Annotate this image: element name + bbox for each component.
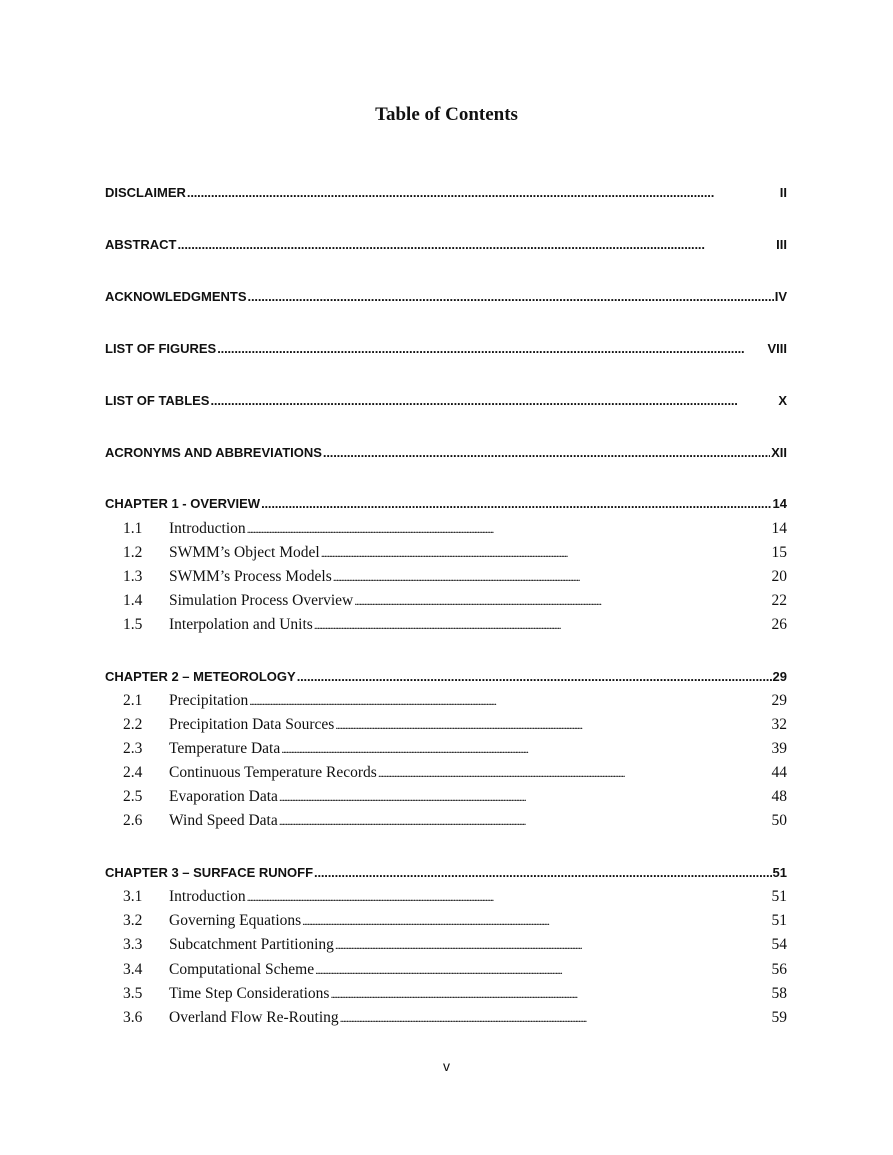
dot-leader (335, 716, 770, 734)
toc-entry-abstract[interactable] (105, 237, 787, 252)
toc-section-label: Time Step Considerations (169, 985, 330, 1002)
dot-leader (249, 692, 770, 710)
toc-entry-label: ACRONYMS AND ABBREVIATIONS (105, 445, 322, 460)
toc-section-number: 3.6 (123, 1009, 143, 1026)
toc-section-page: 39 (771, 740, 787, 757)
toc-section-page: 15 (771, 544, 787, 561)
toc-section-label: SWMM’s Object Model (169, 544, 320, 561)
toc-section-page: 22 (771, 592, 787, 609)
toc-section-label: Simulation Process Overview (169, 592, 354, 609)
toc-section-number: 2.5 (123, 788, 143, 805)
toc-entry-page: IV (774, 289, 787, 304)
toc-chapter-1[interactable] (105, 496, 787, 511)
toc-section[interactable] (105, 592, 787, 610)
toc-section[interactable] (105, 716, 787, 734)
toc-section-number: 2.2 (123, 716, 143, 733)
toc-section-page: 51 (771, 888, 787, 905)
toc-section[interactable] (105, 912, 787, 930)
toc-entry-label: ABSTRACT (105, 237, 177, 252)
toc-section-page: 51 (771, 912, 787, 929)
toc-section[interactable] (105, 692, 787, 710)
dot-leader (279, 812, 771, 830)
dot-leader (330, 985, 770, 1003)
toc-section[interactable] (105, 520, 787, 538)
toc-section-number: 2.6 (123, 812, 143, 829)
toc-section-number: 3.4 (123, 961, 143, 978)
toc-chapter-label: CHAPTER 3 – SURFACE RUNOFF (105, 865, 314, 880)
toc-section-page: 48 (771, 788, 787, 805)
dot-leader (333, 568, 771, 586)
toc-section-number: 1.2 (123, 544, 143, 561)
toc-section[interactable] (105, 812, 787, 830)
toc-section-label: Wind Speed Data (169, 812, 278, 829)
toc-section-label: Governing Equations (169, 912, 302, 929)
toc-entry-page: II (779, 185, 787, 200)
toc-section-label: Overland Flow Re-Routing (169, 1009, 339, 1026)
toc-entry-page: X (778, 393, 787, 408)
dot-leader (335, 936, 771, 954)
dot-leader (247, 520, 771, 538)
toc-section-page: 26 (771, 616, 787, 633)
dot-leader (187, 185, 779, 200)
dot-leader (302, 912, 770, 930)
toc-entry-acronyms[interactable] (105, 445, 787, 460)
toc-section-page: 50 (771, 812, 787, 829)
dot-leader (281, 740, 770, 758)
toc-section-label: SWMM’s Process Models (169, 568, 332, 585)
toc-chapter-2[interactable] (105, 669, 787, 684)
toc-entry-list-of-tables[interactable] (105, 393, 787, 408)
toc-section-page: 59 (771, 1009, 787, 1026)
toc-chapter-page: 29 (772, 669, 787, 684)
toc-entry-label: LIST OF TABLES (105, 393, 210, 408)
dot-leader (321, 544, 771, 562)
toc-section-number: 1.5 (123, 616, 143, 633)
toc-section-number: 3.2 (123, 912, 143, 929)
toc-section-label: Interpolation and Units (169, 616, 313, 633)
toc-section[interactable] (105, 764, 787, 782)
toc-section-label: Precipitation Data Sources (169, 716, 335, 733)
toc-section[interactable] (105, 544, 787, 562)
toc-section-label: Introduction (169, 888, 246, 905)
toc-section-number: 3.5 (123, 985, 143, 1002)
toc-section-label: Precipitation (169, 692, 249, 709)
dot-leader (247, 888, 771, 906)
toc-chapter-page: 51 (772, 865, 787, 880)
toc-entry-page: III (776, 237, 787, 252)
toc-section-page: 20 (771, 568, 787, 585)
dot-leader (178, 237, 776, 252)
dot-leader (314, 865, 772, 880)
toc-section-number: 2.3 (123, 740, 143, 757)
page-number: v (443, 1058, 450, 1074)
dot-leader (210, 393, 777, 408)
toc-entry-page: XII (771, 445, 787, 460)
toc-section[interactable] (105, 568, 787, 586)
toc-section-number: 3.1 (123, 888, 143, 905)
toc-section-number: 1.1 (123, 520, 143, 537)
dot-leader (279, 788, 771, 806)
toc-section-number: 1.4 (123, 592, 143, 609)
toc-chapter-page: 14 (772, 496, 787, 511)
toc-section-label: Introduction (169, 520, 246, 537)
toc-section-page: 32 (771, 716, 787, 733)
dot-leader (323, 445, 770, 460)
toc-entry-label: ACKNOWLEDGMENTS (105, 289, 247, 304)
toc-section-page: 58 (771, 985, 787, 1002)
toc-section[interactable] (105, 936, 787, 954)
toc-chapter-label: CHAPTER 2 – METEOROLOGY (105, 669, 296, 684)
toc-entry-acknowledgments[interactable] (105, 289, 787, 304)
dot-leader (248, 289, 774, 304)
toc-section-number: 3.3 (123, 936, 143, 953)
toc-entry-page: VIII (767, 341, 787, 356)
dot-leader (378, 764, 771, 782)
dot-leader (297, 669, 772, 684)
toc-section-page: 56 (771, 961, 787, 978)
toc-section[interactable] (105, 788, 787, 806)
toc-chapter-label: CHAPTER 1 - OVERVIEW (105, 496, 261, 511)
toc-section-page: 14 (771, 520, 787, 537)
dot-leader (217, 341, 766, 356)
toc-section-label: Evaporation Data (169, 788, 278, 805)
toc-section[interactable] (105, 740, 787, 758)
toc-section-number: 2.4 (123, 764, 143, 781)
toc-section-number: 2.1 (123, 692, 143, 709)
toc-chapter-3[interactable] (105, 865, 787, 880)
toc-entry-label: DISCLAIMER (105, 185, 186, 200)
dot-leader (354, 592, 770, 610)
dot-leader (314, 616, 771, 634)
toc-section-number: 1.3 (123, 568, 143, 585)
toc-section[interactable] (105, 616, 787, 634)
toc-section-label: Computational Scheme (169, 961, 315, 978)
toc-section-page: 29 (771, 692, 787, 709)
toc-entry-list-of-figures[interactable] (105, 341, 787, 356)
toc-entry-label: LIST OF FIGURES (105, 341, 217, 356)
toc-section-label: Temperature Data (169, 740, 281, 757)
toc-section-label: Continuous Temperature Records (169, 764, 377, 781)
toc-entry-disclaimer[interactable] (105, 185, 787, 200)
toc-section-page: 54 (771, 936, 787, 953)
toc-section-label: Subcatchment Partitioning (169, 936, 334, 953)
page-title: Table of Contents (375, 104, 518, 125)
dot-leader (261, 496, 771, 511)
toc-section[interactable] (105, 961, 787, 979)
toc-section[interactable] (105, 985, 787, 1003)
dot-leader (315, 961, 770, 979)
dot-leader (340, 1009, 771, 1027)
toc-section-page: 44 (771, 764, 787, 781)
toc-section[interactable] (105, 1009, 787, 1027)
toc-section[interactable] (105, 888, 787, 906)
